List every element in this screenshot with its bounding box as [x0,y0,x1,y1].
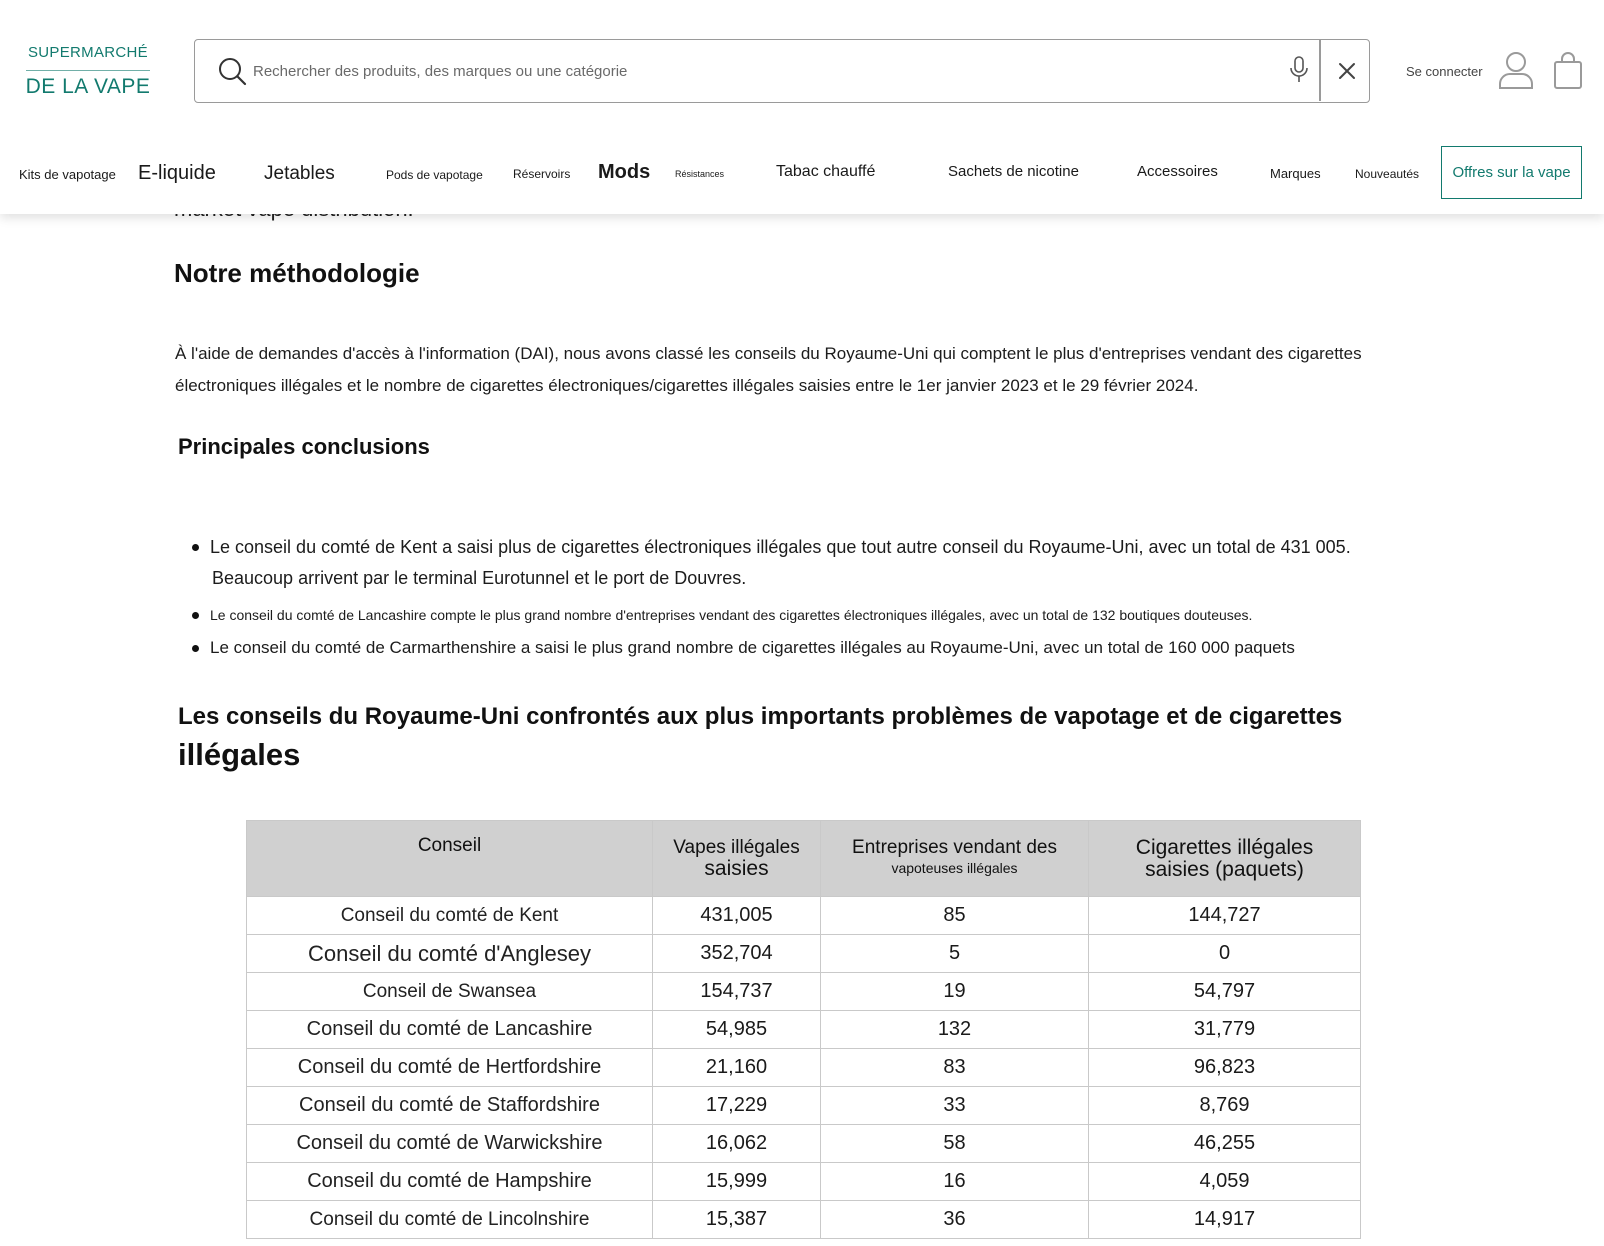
conclusions-list [190,532,1420,662]
shopping-bag-icon[interactable] [1552,50,1584,90]
site-logo[interactable] [22,20,154,112]
council-cell: Conseil du comté de Lincolnshire [247,1201,653,1239]
conclusions-heading: Principales conclusions [178,434,430,459]
businesses-cell: 85 [821,897,1089,935]
nav-item-pods[interactable]: Pods de vapotage [386,168,483,182]
logo-line-1: SUPERMARCHÉ [28,44,148,61]
businesses-cell: 19 [821,973,1089,1011]
search-icon [217,56,247,86]
nav-item-jetables[interactable]: Jetables [264,163,335,184]
businesses-cell: 16 [821,1163,1089,1201]
businesses-cell: 132 [821,1011,1089,1049]
login-link[interactable]: Se connecter [1406,64,1483,79]
logo-divider [26,70,150,71]
nav-item-mods[interactable]: Mods [598,161,651,183]
council-cell: Conseil du comté de Kent [247,897,653,935]
search-bar [194,39,1370,103]
close-icon[interactable] [1329,54,1365,88]
council-cell: Conseil du comté de Hampshire [247,1163,653,1201]
user-icon[interactable] [1498,50,1534,90]
businesses-cell: 5 [821,935,1089,973]
vapes-cell: 54,985 [653,1011,821,1049]
nav-item-marques[interactable]: Marques [1270,166,1321,181]
cigarettes-cell: 4,059 [1089,1163,1361,1201]
vapes-cell: 21,160 [653,1049,821,1087]
vapes-cell: 352,704 [653,935,821,973]
council-cell: Conseil du comté de Lancashire [247,1011,653,1049]
vapes-cell: 431,005 [653,897,821,935]
cigarettes-cell: 0 [1089,935,1361,973]
table-section-title [178,700,1478,776]
cigarettes-cell: 31,779 [1089,1011,1361,1049]
table-header-row [247,821,1361,897]
council-cell: Conseil du comté de Staffordshire [247,1087,653,1125]
site-header [0,0,1604,214]
list-item: Le conseil du comté de Lancashire compte le plus grand nombre d'entreprises vendant des cigarettes électroniques illégales, avec un total de 132 boutiques douteuses. [190,604,1420,626]
offers-button[interactable]: Offres sur la vape [1441,146,1582,199]
table-title-line-2: illégales [178,737,301,772]
cigarettes-cell: 14,917 [1089,1201,1361,1239]
nav-item-e-liquide[interactable]: E-liquide [138,162,216,184]
table-row [247,935,1361,973]
vapes-cell: 16,062 [653,1125,821,1163]
search-input[interactable] [253,54,1273,88]
logo-line-2: DE LA VAPE [25,75,151,98]
cigarettes-cell: 144,727 [1089,897,1361,935]
council-cell: Conseil du comté d'Anglesey [247,935,653,973]
vapes-cell: 15,999 [653,1163,821,1201]
table-row [247,1049,1361,1087]
nav-item-nouveautes[interactable]: Nouveautés [1355,167,1420,181]
header-businesses: Entreprises vendant des vapoteuses illégales [821,821,1089,897]
council-cell: Conseil du comté de Hertfordshire [247,1049,653,1087]
businesses-cell: 83 [821,1049,1089,1087]
header-cigarettes-seized: Cigarettes illégales saisies (paquets) [1089,821,1361,897]
cigarettes-cell: 8,769 [1089,1087,1361,1125]
search-divider [1319,40,1321,101]
list-item: Le conseil du comté de Carmarthenshire a saisi le plus grand nombre de cigarettes illégales au Royaume-Uni, avec un total de 160 000 paquets [190,634,1420,662]
table-row [247,1087,1361,1125]
list-item [190,532,1420,594]
table-row [247,1125,1361,1163]
councils-table [246,820,1361,1239]
methodology-heading: Notre méthodologie [174,258,420,288]
council-cell: Conseil du comté de Warwickshire [247,1125,653,1163]
nav-item-accessoires[interactable]: Accessoires [1137,163,1218,180]
nav-item-resistances[interactable]: Résistances [675,169,725,179]
bullet-text-line-1: Le conseil du comté de Kent a saisi plus de cigarettes électroniques illégales que tout autre conseil du Royaume-Uni, avec un total de 431 005. [210,537,1351,557]
table-title-line-1: Les conseils du Royaume-Uni confrontés aux plus importants problèmes de vapotage et de cigarettes [178,703,1343,730]
table-row [247,897,1361,935]
vapes-cell: 154,737 [653,973,821,1011]
main-navigation [0,146,1604,202]
businesses-cell: 36 [821,1201,1089,1239]
nav-item-sachets-nicotine[interactable]: Sachets de nicotine [948,163,1079,180]
table-row [247,973,1361,1011]
table-row [247,1201,1361,1239]
cigarettes-cell: 46,255 [1089,1125,1361,1163]
microphone-icon[interactable] [1287,54,1311,86]
businesses-cell: 33 [821,1087,1089,1125]
bullet-text-line-2: Beaucoup arrivent par le terminal Eurotunnel et le port de Douvres. [212,568,747,588]
businesses-cell: 58 [821,1125,1089,1163]
nav-item-kits[interactable]: Kits de vapotage [19,167,116,182]
header-vapes-seized: Vapes illégales saisies [653,821,821,897]
vapes-cell: 15,387 [653,1201,821,1239]
nav-item-reservoirs[interactable]: Réservoirs [513,167,571,181]
cigarettes-cell: 54,797 [1089,973,1361,1011]
cigarettes-cell: 96,823 [1089,1049,1361,1087]
vapes-cell: 17,229 [653,1087,821,1125]
header-council: Conseil [247,821,653,897]
methodology-paragraph: À l'aide de demandes d'accès à l'information (DAI), nous avons classé les conseils du Royaume-Uni qui comptent le plus d'entreprises vendant des cigarettes électroniques illégales et le nombre de cigarettes électroniques/cigarettes illégales saisies entre le 1er janvier 2023 et le 29 février 2024. [175,344,1362,395]
table-row [247,1011,1361,1049]
table-row [247,1163,1361,1201]
council-cell: Conseil de Swansea [247,973,653,1011]
nav-item-tabac-chauffe[interactable]: Tabac chauffé [776,163,876,180]
